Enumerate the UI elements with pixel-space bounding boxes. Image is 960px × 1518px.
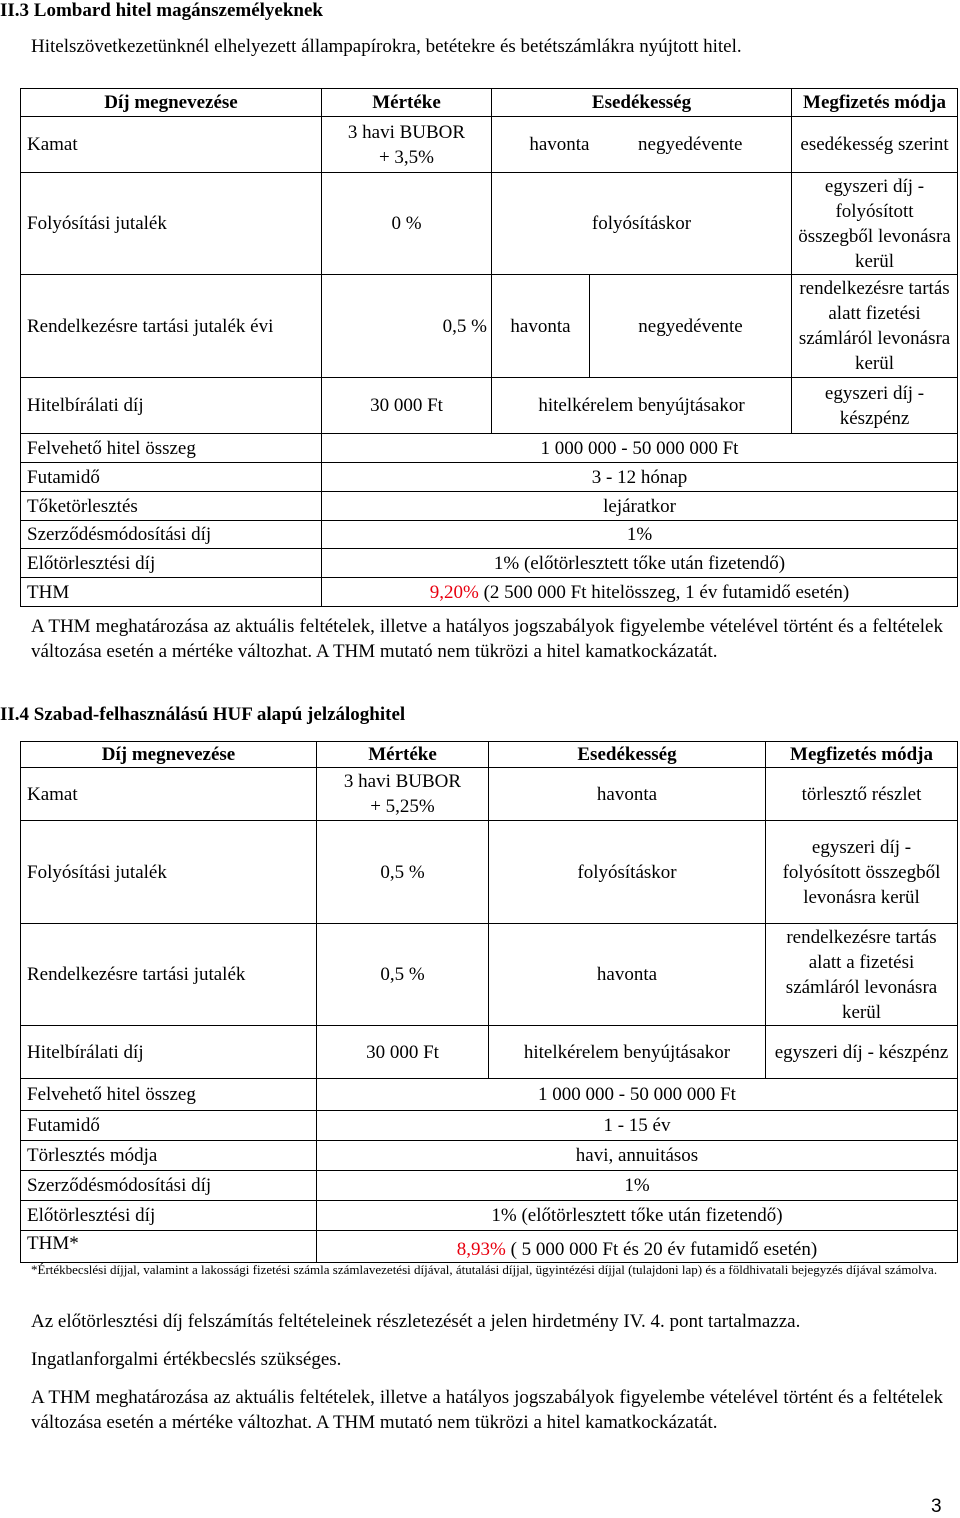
table-row — [21, 1201, 958, 1231]
fee-rate: 30 000 Ft — [317, 1026, 489, 1079]
prepayment-note: Az előtörlesztési díj felszámítás feltételeinek részletezését a jelen hirdetmény IV. 4. pont tartalmazza. — [31, 1311, 801, 1332]
fee-name: Előtörlesztési díj — [21, 549, 322, 578]
table-row — [21, 434, 958, 463]
fee-name: Futamidő — [21, 1111, 317, 1141]
lombard-intro: Hitelszövetkezetünknél elhelyezett állampapírokra, betétekre és betétszámlákra nyújtott hitel. — [31, 36, 742, 57]
fee-name: Rendelkezésre tartási jutalék évi — [21, 275, 322, 378]
table-header-row — [21, 742, 958, 768]
fee-rate — [322, 117, 492, 173]
thm-footnote: *Értékbecslési díjjal, valamint a lakossági fizetési számla számlavezetési díjával, átutalási díjjal, ügyintézési díjjal (tulajdoni lap) és a földhivatali bejegyzés díjával számolva. — [31, 1262, 938, 1277]
table-row — [21, 1026, 958, 1079]
table-row — [21, 549, 958, 578]
fee-value: 1 000 000 - 50 000 000 Ft — [322, 434, 958, 463]
thm-rate: 9,20% — [429, 581, 479, 603]
table-row — [21, 1141, 958, 1171]
fee-name: Tőketörlesztés — [21, 492, 322, 521]
fee-value: 1 000 000 - 50 000 000 Ft — [317, 1079, 958, 1111]
table-row — [21, 378, 958, 434]
table-row — [21, 1111, 958, 1141]
fee-value: 1% (előtörlesztett tőke után fizetendő) — [317, 1201, 958, 1231]
col-header-payment: Megfizetés módja — [792, 89, 958, 117]
fee-name: Folyósítási jutalék — [21, 821, 317, 924]
fee-due: havonta — [489, 924, 766, 1026]
fee-name: Törlesztés módja — [21, 1141, 317, 1171]
table-row — [21, 521, 958, 549]
fee-rate: 0,5 % — [322, 275, 492, 378]
fee-rate: 30 000 Ft — [322, 378, 492, 434]
fee-name: Szerződésmódosítási díj — [21, 1171, 317, 1201]
fee-due: hitelkérelem benyújtásakor — [492, 378, 792, 434]
table-row — [21, 275, 958, 378]
section-title-lombard: II.3 Lombard hitel magánszemélyeknek — [0, 0, 323, 21]
fee-value: 1 - 15 év — [317, 1111, 958, 1141]
fee-name: Hitelbírálati díj — [21, 378, 322, 434]
table-row — [21, 768, 958, 821]
rate-line: 3 havi BUBOR — [343, 771, 462, 792]
fee-rate: 0,5 % — [317, 924, 489, 1026]
fee-due-monthly: havonta — [492, 117, 590, 173]
mortgage-fee-table — [20, 741, 958, 1263]
mortgage-thm-note: A THM meghatározása az aktuális feltételek, illetve a hatályos jogszabályok figyelembe vételével történt és a feltételek változása esetén a mértéke változhat. A THM mutató nem tükrözi a hitel kamatkockázatát. — [31, 1387, 943, 1433]
table-row — [21, 924, 958, 1026]
table-row — [21, 492, 958, 521]
table-row — [21, 173, 958, 275]
col-header-fee-name: Díj megnevezése — [21, 89, 322, 117]
lombard-thm-note: A THM meghatározása az aktuális feltételek, illetve a hatályos jogszabályok figyelembe vételével történt és a feltételek változása esetén a mértéke változhat. A THM mutató nem tükrözi a hitel kamatkockázatát. — [31, 616, 943, 662]
rate-line: + 5,25% — [370, 796, 435, 817]
col-header-due: Esedékesség — [492, 89, 792, 117]
fee-payment: esedékesség szerint — [792, 117, 958, 173]
valuation-note: Ingatlanforgalmi értékbecslés szükséges. — [31, 1349, 342, 1370]
fee-value: lejáratkor — [322, 492, 958, 521]
table-row — [21, 578, 958, 607]
fee-value: 1% (előtörlesztett tőke után fizetendő) — [322, 549, 958, 578]
fee-due: folyósításkor — [492, 173, 792, 275]
fee-value: 1% — [322, 521, 958, 549]
col-header-due: Esedékesség — [489, 742, 766, 768]
fee-payment: egyszeri díj - készpénz — [766, 1026, 958, 1079]
section-title-mortgage: II.4 Szabad-felhasználású HUF alapú jelzáloghitel — [0, 704, 406, 725]
fee-due: havonta — [489, 768, 766, 821]
fee-name: Folyósítási jutalék — [21, 173, 322, 275]
table-row — [21, 1079, 958, 1111]
fee-payment: rendelkezésre tartás alatt a fizetési számláról levonásra kerül — [766, 924, 958, 1026]
fee-rate: 0,5 % — [317, 821, 489, 924]
fee-name: Rendelkezésre tartási jutalék — [21, 924, 317, 1026]
fee-due: hitelkérelem benyújtásakor — [489, 1026, 766, 1079]
col-header-fee-name: Díj megnevezése — [21, 742, 317, 768]
thm-value — [317, 1231, 958, 1263]
col-header-rate: Mértéke — [322, 89, 492, 117]
fee-name: THM* — [21, 1231, 317, 1263]
fee-name: Szerződésmódosítási díj — [21, 521, 322, 549]
col-header-payment: Megfizetés módja — [766, 742, 958, 768]
fee-name: Kamat — [21, 117, 322, 173]
fee-value: 3 - 12 hónap — [322, 463, 958, 492]
thm-condition: ( 5 000 000 Ft és 20 év futamidő esetén) — [505, 1239, 818, 1260]
page-number: 3 — [931, 1496, 942, 1517]
fee-due-monthly: havonta — [492, 275, 590, 378]
thm-rate: 8,93% — [456, 1239, 506, 1260]
table-row — [21, 463, 958, 492]
table-row — [21, 1171, 958, 1201]
fee-rate: 0 % — [322, 173, 492, 275]
fee-due-quarterly: negyedévente — [590, 275, 792, 378]
fee-name: Kamat — [21, 768, 317, 821]
lombard-fee-table — [20, 88, 958, 607]
thm-condition: (2 500 000 Ft hitelösszeg, 1 év futamidő esetén) — [478, 581, 850, 603]
fee-payment: egyszeri díj - készpénz — [792, 378, 958, 434]
fee-name: THM — [21, 578, 322, 607]
rate-line: 3 havi BUBOR — [347, 121, 466, 143]
fee-name: Előtörlesztési díj — [21, 1201, 317, 1231]
table-row — [21, 117, 958, 173]
fee-due: folyósításkor — [489, 821, 766, 924]
table-row — [21, 821, 958, 924]
fee-due-quarterly: negyedévente — [590, 117, 792, 173]
fee-name: Felvehető hitel összeg — [21, 434, 322, 463]
table-header-row — [21, 89, 958, 117]
rate-line: + 3,5% — [378, 146, 435, 168]
fee-payment: rendelkezésre tartás alatt fizetési számláról levonásra kerül — [792, 275, 958, 378]
fee-name: Felvehető hitel összeg — [21, 1079, 317, 1111]
fee-payment: egyszeri díj - folyósított összegből levonásra kerül — [766, 821, 958, 924]
table-row — [21, 1231, 958, 1263]
fee-payment: törlesztő részlet — [766, 768, 958, 821]
fee-rate — [317, 768, 489, 821]
fee-name: Futamidő — [21, 463, 322, 492]
fee-payment: egyszeri díj - folyósított összegből levonásra kerül — [792, 173, 958, 275]
fee-value: 1% — [317, 1171, 958, 1201]
col-header-rate: Mértéke — [317, 742, 489, 768]
fee-value: havi, annuitásos — [317, 1141, 958, 1171]
fee-name: Hitelbírálati díj — [21, 1026, 317, 1079]
thm-value — [322, 578, 958, 607]
